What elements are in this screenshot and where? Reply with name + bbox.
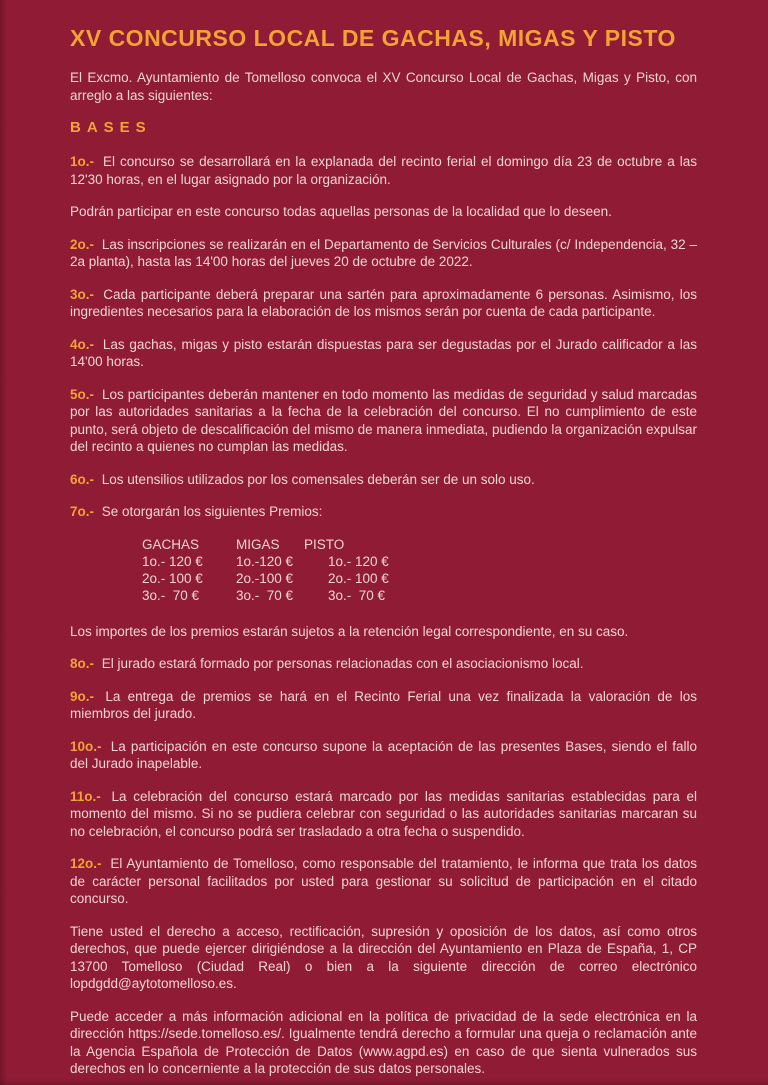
prize-column-migas xyxy=(236,536,304,604)
paragraph-privacy-info-text: Puede acceder a más información adicional en la política de privacidad de la sede electrónica en la dirección https://sede.tomelloso.es/. Igualmente tendrá derecho a formular una queja o reclamación ante la Agencia Española de Protección de Datos (www.agpd.es) en caso de que sienta vulnerados sus derechos en lo concerniente a la protección de sus datos personales. xyxy=(70,1008,697,1076)
clause-1 xyxy=(70,153,697,188)
clause-11-text: La celebración del concurso estará marcado por las medidas sanitarias establecidas para el momento del mismo. Si no se pudiera celebrar con seguridad o las autoridades sanitarias marcaran su no celebración, el concurso podrá ser trasladado a otra fecha o suspendido. xyxy=(70,788,697,839)
paragraph-data-rights xyxy=(70,923,697,993)
clause-9-text: La entrega de premios se hará en el Recinto Ferial una vez finalizada la valoración de los miembros del jurado. xyxy=(70,688,697,721)
paragraph-prize-retention-text: Los importes de los premios estarán sujetos a la retención legal correspondiente, en su caso. xyxy=(70,623,629,639)
clause-2-text: Las inscripciones se realizarán en el Departamento de Servicios Culturales (c/ Independencia, 32 – 2a planta), hasta las 14'00 horas del jueves 20 de octubre de 2022. xyxy=(70,236,697,269)
clause-5-text: Los participantes deberán mantener en todo momento las medidas de seguridad y salud marcadas por las autoridades sanitarias a la fecha de la celebración del concurso. El no cumplimiento de este punto, será objeto de descalificación del mismo de manera inmediata, pudiendo la organización expulsar del recinto a quienes no cumplan las medidas. xyxy=(70,386,697,454)
clause-6 xyxy=(70,471,697,489)
prize-migas-second: 2o.-100 € xyxy=(236,570,294,586)
paragraph-participation xyxy=(70,203,697,221)
clause-10 xyxy=(70,738,697,773)
clause-1-text: El concurso se desarrollará en la explanada del recinto ferial el domingo día 23 de octubre a las 12'30 horas, en el lugar asignado por la organización. xyxy=(70,154,697,187)
clause-5 xyxy=(70,386,697,456)
clause-12-text: El Ayuntamiento de Tomelloso, como responsable del tratamiento, le informa que trata los datos de carácter personal facilitados por usted para gestionar su solicitud de participación en el citado concurso. xyxy=(70,856,697,906)
clause-7-text: Se otorgarán los siguientes Premios: xyxy=(101,504,323,519)
prize-column-pisto xyxy=(304,536,389,604)
prize-column-gachas xyxy=(142,536,236,604)
clause-11-number: 11o.- xyxy=(70,788,101,804)
prize-table xyxy=(142,536,697,604)
clause-4 xyxy=(70,336,697,371)
clause-12 xyxy=(70,855,697,908)
clause-9-number: 9o.- xyxy=(70,688,95,704)
clause-6-number: 6o.- xyxy=(70,471,95,487)
clause-2-number: 2o.- xyxy=(70,236,95,252)
prize-header-migas: MIGAS xyxy=(236,536,280,552)
clause-3-number: 3o.- xyxy=(70,286,95,302)
prize-migas-third: 3o.- 70 € xyxy=(236,587,294,603)
prize-pisto-third: 3o.- 70 € xyxy=(328,587,386,603)
clause-2 xyxy=(70,236,697,271)
clause-6-text: Los utensilios utilizados por los comensales deberán ser de un solo uso. xyxy=(101,471,535,487)
clause-4-text: Las gachas, migas y pisto estarán dispuestas para ser degustadas por el Jurado calificador a las 14'00 horas. xyxy=(70,336,697,369)
paragraph-data-rights-text: Tiene usted el derecho a acceso, rectificación, supresión y oposición de los datos, así como otros derechos, que puede ejercer dirigiéndose a la dirección del Ayuntamiento en Plaza de España, 1, CP 13700 Tomelloso (Ciudad Real) o bien a la siguiente dirección de correo electrónico lopdgdd@aytotomelloso.es. xyxy=(70,923,697,991)
clause-3-text: Cada participante deberá preparar una sartén para aproximadamente 6 personas. Asimismo, los ingredientes necesarios para la elaboración de los mismos serán por cuenta de cada participante. xyxy=(70,286,697,319)
clause-8-number: 8o.- xyxy=(70,656,95,671)
clause-10-number: 10o.- xyxy=(70,738,102,754)
page-title: XV CONCURSO LOCAL DE GACHAS, MIGAS Y PISTO xyxy=(70,25,676,51)
paragraph-prize-retention xyxy=(70,623,697,641)
clause-5-number: 5o.- xyxy=(70,386,95,402)
clause-8 xyxy=(70,655,697,673)
clause-7-number: 7o.- xyxy=(70,504,95,519)
prize-pisto-second: 2o.- 100 € xyxy=(328,570,389,586)
prize-gachas-second: 2o.- 100 € xyxy=(142,570,203,586)
clause-1-number: 1o.- xyxy=(70,154,95,169)
bases-heading: BASES xyxy=(70,119,152,136)
prize-migas-first: 1o.-120 € xyxy=(236,553,294,569)
clause-4-number: 4o.- xyxy=(70,336,95,352)
prize-header-gachas: GACHAS xyxy=(142,536,200,552)
prize-header-pisto: PISTO xyxy=(304,536,345,552)
prize-gachas-first: 1o.- 120 € xyxy=(142,553,203,569)
clause-10-text: La participación en este concurso supone la aceptación de las presentes Bases, siendo el fallo del Jurado inapelable. xyxy=(70,738,697,771)
clause-8-text: El jurado estará formado por personas relacionadas con el asociacionismo local. xyxy=(101,656,584,671)
clause-9 xyxy=(70,688,697,723)
paragraph-privacy-info xyxy=(70,1008,697,1078)
intro-paragraph: El Excmo. Ayuntamiento de Tomelloso convoca el XV Concurso Local de Gachas, Migas y Pisto, con arreglo a las siguientes: xyxy=(70,70,697,103)
prize-pisto-first: 1o.- 120 € xyxy=(328,553,389,569)
clause-12-number: 12o.- xyxy=(70,856,102,871)
clause-7 xyxy=(70,503,697,521)
clause-3 xyxy=(70,286,697,321)
paragraph-participation-text: Podrán participar en este concurso todas aquellas personas de la localidad que lo deseen. xyxy=(70,204,612,219)
clause-11 xyxy=(70,788,697,841)
prize-gachas-third: 3o.- 70 € xyxy=(142,587,200,603)
